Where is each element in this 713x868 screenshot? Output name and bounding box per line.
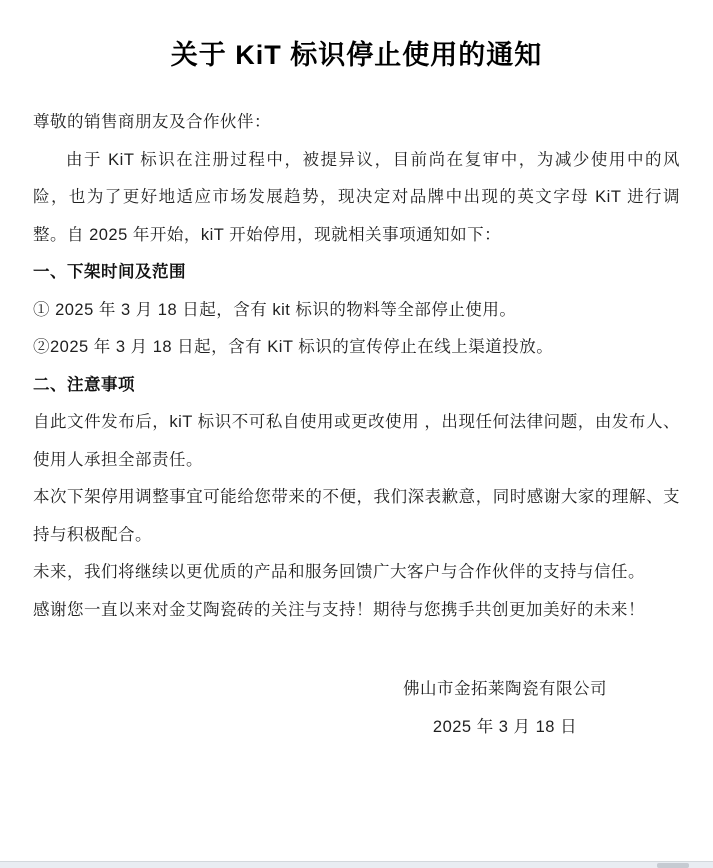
horizontal-scrollbar-thumb[interactable] [657,863,689,868]
signature-block [380,671,630,746]
salutation: 尊敬的销售商朋友及合作伙伴： [33,113,271,131]
list-item-2: ②2025 年 3 月 18 日起，含有 KiT 标识的宣传停止在线上渠道投放。 [33,338,554,356]
signature-date: 2025 年 3 月 18 日 [432,717,578,736]
horizontal-scrollbar-track[interactable] [0,861,713,868]
notice-document [0,34,713,746]
note-paragraph-thanks: 感谢您一直以来对金艾陶瓷砖的关注与支持！期待与您携手共创更加美好的未来！ [33,600,645,619]
note-paragraph-future: 未来，我们将继续以更优质的产品和服务回馈广大客户与合作伙伴的支持与信任。 [33,563,645,581]
document-title: 关于 KiT 标识停止使用的通知 [170,40,543,70]
note-paragraph-apology: 本次下架停用调整事宜可能给您带来的不便，我们深表歉意，同时感谢大家的理解、支持与积极配合。 [33,488,680,544]
section-heading-notes: 二、注意事项 [33,375,135,394]
signature-company: 佛山市金拓莱陶瓷有限公司 [403,680,607,698]
note-paragraph-liability: 自此文件发布后，kiT 标识不可私自使用或更改使用 ，出现任何法律问题，由发布人、使用人承担全部责任。 [33,413,680,469]
section-heading-takedown-scope: 一、下架时间及范围 [33,263,186,281]
intro-paragraph: 由于 KiT 标识在注册过程中，被提异议，目前尚在复审中，为减少使用中的风险，也为了更好地适应市场发展趋势，现决定对品牌中出现的英文字母 KiT 进行调整。自 2025 年开始，kiT 开始停用，现就相关事项通知如下： [33,150,680,244]
list-item-1: ① 2025 年 3 月 18 日起，含有 kit 标识的物料等全部停止使用。 [33,300,517,319]
